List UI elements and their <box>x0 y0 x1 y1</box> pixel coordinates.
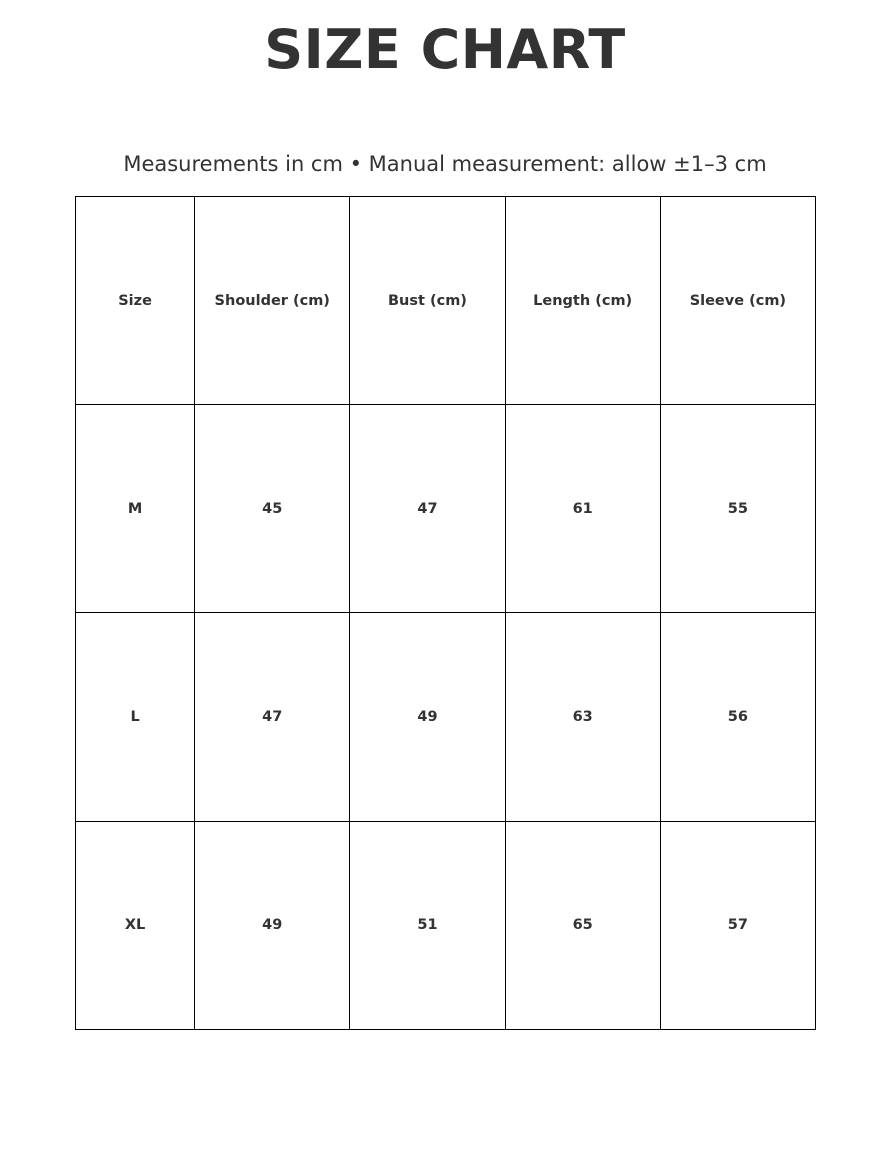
header-sleeve: Sleeve (cm) <box>660 197 815 405</box>
cell-shoulder: 47 <box>195 613 350 821</box>
size-table <box>75 196 816 1030</box>
cell-length: 61 <box>505 405 660 613</box>
cell-size: XL <box>76 821 195 1029</box>
cell-sleeve: 56 <box>660 613 815 821</box>
header-bust: Bust (cm) <box>350 197 505 405</box>
header-length: Length (cm) <box>505 197 660 405</box>
table-row <box>76 405 816 613</box>
page-title: SIZE CHART <box>264 18 626 81</box>
cell-bust: 47 <box>350 405 505 613</box>
cell-sleeve: 55 <box>660 405 815 613</box>
header-size: Size <box>76 197 195 405</box>
page-subtitle: Measurements in cm • Manual measurement: allow ±1–3 cm <box>123 152 767 176</box>
cell-sleeve: 57 <box>660 821 815 1029</box>
cell-shoulder: 45 <box>195 405 350 613</box>
cell-shoulder: 49 <box>195 821 350 1029</box>
cell-length: 65 <box>505 821 660 1029</box>
cell-size: L <box>76 613 195 821</box>
table-row <box>76 613 816 821</box>
cell-size: M <box>76 405 195 613</box>
cell-length: 63 <box>505 613 660 821</box>
cell-bust: 51 <box>350 821 505 1029</box>
header-shoulder: Shoulder (cm) <box>195 197 350 405</box>
table-row <box>76 821 816 1029</box>
table-header-row <box>76 197 816 405</box>
cell-bust: 49 <box>350 613 505 821</box>
